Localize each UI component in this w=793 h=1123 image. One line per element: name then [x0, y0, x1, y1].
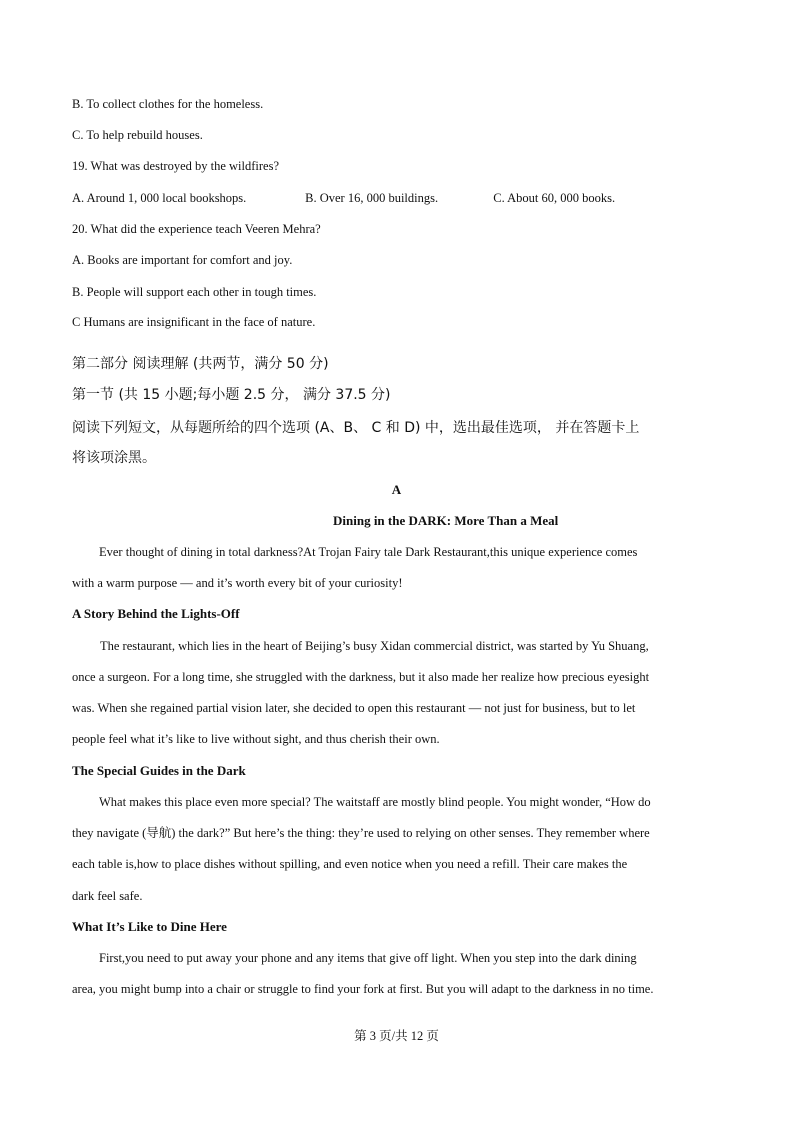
page-number: 第 3 页/共 12 页 [354, 1029, 439, 1043]
q20-option-c: C Humans are insignificant in the face of nature. [72, 315, 316, 329]
story-line-2: once a surgeon. For a long time, she struggled with the darkness, but it also made her realize how precious eyesight [72, 670, 650, 684]
guides-line-3: each table is,how to place dishes without spilling, and even notice when you need a refill. Their care makes the [72, 857, 628, 871]
story-line-4: people feel what it’s like to live without sight, and thus cherish their own. [72, 732, 440, 746]
q20-option-a: A. Books are important for comfort and joy. [72, 253, 293, 267]
part2-title: 第二部分 阅读理解 (共两节，满分 50 分) [72, 356, 329, 372]
q20-option-b: B. People will support each other in tough times. [72, 285, 317, 299]
section-heading-story: A Story Behind the Lights-Off [72, 606, 240, 621]
guides-line-4: dark feel safe. [72, 889, 143, 903]
passage-label: A [391, 482, 402, 497]
q19-options [72, 190, 615, 206]
dining-line-1: First,you need to put away your phone and any items that give off light. When you step into the dark dining [99, 951, 637, 965]
section-heading-dining: What It’s Like to Dine Here [72, 919, 227, 934]
q18-option-c: C. To help rebuild houses. [72, 128, 203, 142]
instruction-line-2: 将该项涂黑。 [72, 450, 156, 466]
story-line-3: was. When she regained partial vision later, she decided to open this restaurant — not just for business, but to let [72, 701, 636, 715]
q19-question: 19. What was destroyed by the wildfires? [72, 159, 280, 173]
section1-title: 第一节 (共 15 小题;每小题 2.5 分， 满分 37.5 分) [72, 387, 391, 403]
dining-line-2: area, you might bump into a chair or struggle to find your fork at first. But you will adapt to the darkness in no time. [72, 982, 654, 996]
q19-option-a: A. Around 1, 000 local bookshops. [72, 191, 247, 205]
q19-option-b: B. Over 16, 000 buildings. [305, 191, 439, 205]
q18-option-b: B. To collect clothes for the homeless. [72, 97, 264, 111]
q20-question: 20. What did the experience teach Veeren Mehra? [72, 222, 321, 236]
instruction-line-1: 阅读下列短文，从每题所给的四个选项 (A、B、 C 和 D) 中，选出最佳选项， 并在答题卡上 [72, 420, 640, 436]
intro-line-1: Ever thought of dining in total darkness?At Trojan Fairy tale Dark Restaurant,this unique experience comes [99, 545, 638, 559]
passage-title: Dining in the DARK: More Than a Meal [333, 513, 559, 528]
intro-line-2: with a warm purpose — and it’s worth every bit of your curiosity! [72, 576, 403, 590]
guides-line-2: they navigate (导航) the dark?” But here’s the thing: they’re used to relying on other senses. They remember where [72, 826, 650, 840]
section-heading-guides: The Special Guides in the Dark [72, 763, 246, 778]
guides-line-1: What makes this place even more special? The waitstaff are mostly blind people. You might wonder, “How do [99, 795, 651, 809]
q19-option-c: C. About 60, 000 books. [493, 191, 616, 205]
story-line-1: The restaurant, which lies in the heart of Beijing’s busy Xidan commercial district, was started by Yu Shuang, [100, 639, 649, 653]
